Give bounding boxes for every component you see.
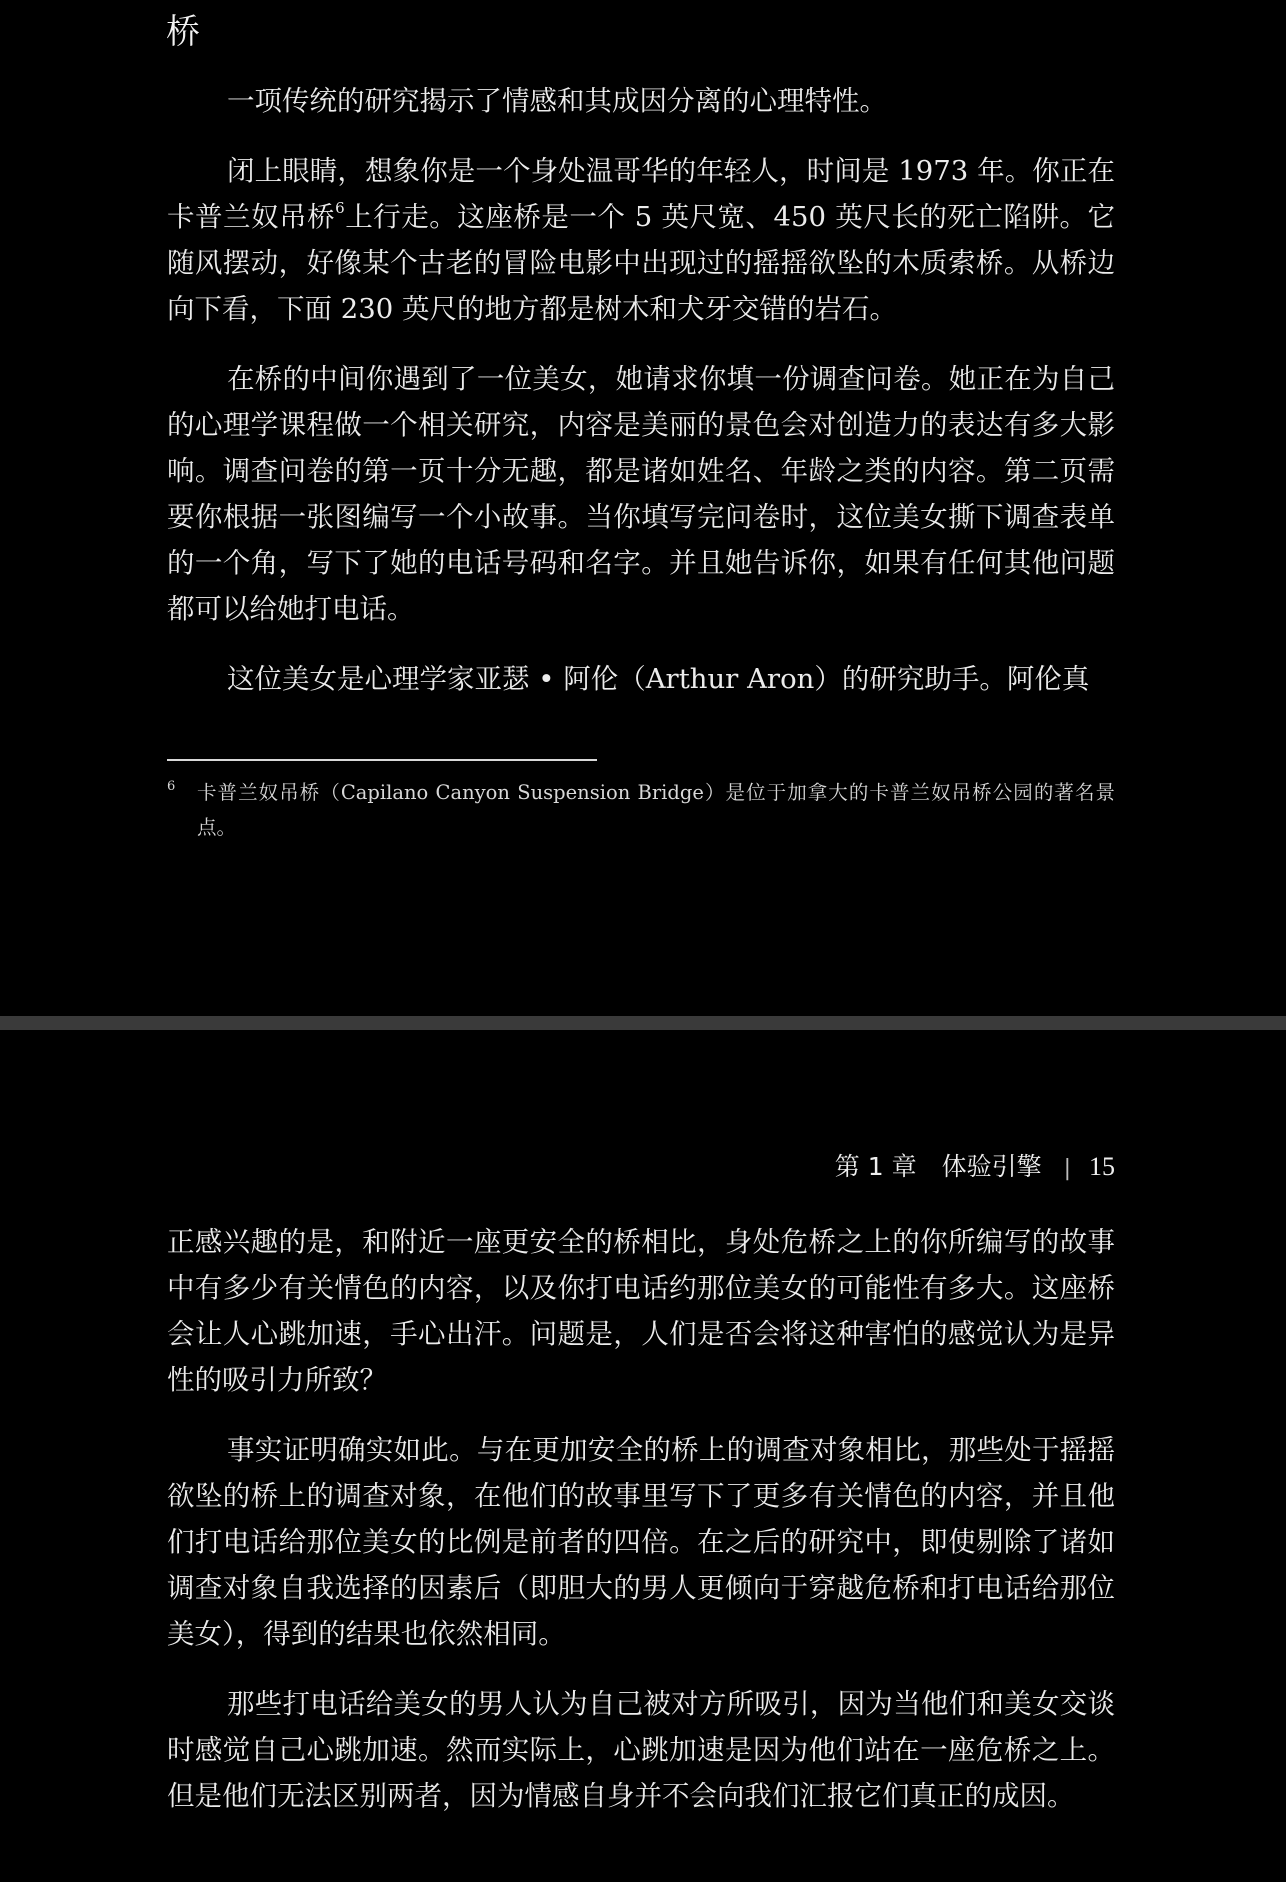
footnote-marker: 6 (167, 779, 176, 794)
top-page-body (167, 78, 1115, 702)
footnote (167, 775, 1115, 845)
running-header (835, 1147, 1115, 1189)
bottom-page-body (167, 1219, 1115, 1819)
paragraph-7: 那些打电话给美女的男人认为自己被对方所吸引，因为当他们和美女交谈时感觉自己心跳加速。然而实际上，心跳加速是因为他们站在一座危桥之上。但是他们无法区别两者，因为情感自身并不会向我们汇报它们真正的成因。 (167, 1688, 1115, 1812)
section-heading: 桥 (166, 12, 200, 52)
paragraph-3: 在桥的中间你遇到了一位美女，她请求你填一份调查问卷。她正在为自己的心理学课程做一个相关研究，内容是美丽的景色会对创造力的表达有多大影响。调查问卷的第一页十分无趣，都是诸如姓名、年龄之类的内容。第二页需要你根据一张图编写一个小故事。当你填写完问卷时，这位美女撕下调查表单的一个角，写下了她的电话号码和名字。并且她告诉你，如果有任何其他问题都可以给她打电话。 (167, 363, 1115, 625)
footnote-reference[interactable]: 6 (335, 199, 345, 217)
page-number: 15 (1089, 1152, 1115, 1181)
paragraph-1: 一项传统的研究揭示了情感和其成因分离的心理特性。 (227, 85, 887, 117)
paragraph-6: 事实证明确实如此。与在更加安全的桥上的调查对象相比，那些处于摇摇欲坠的桥上的调查对象，在他们的故事里写下了更多有关情色的内容，并且他们打电话给那位美女的比例是前者的四倍。在之后的研究中，即使剔除了诸如调查对象自我选择的因素后（即胆大的男人更倾向于穿越危桥和打电话给那位美女），得到的结果也依然相同。 (167, 1434, 1115, 1650)
paragraph-2-text-a: 闭上眼睛，想象你是一个身处温哥华的年轻人，时间是 1973 年。你正在卡普兰奴吊桥 (167, 155, 1115, 233)
paragraph-2 (167, 148, 1115, 332)
paragraph-4: 这位美女是心理学家亚瑟 • 阿伦（Arthur Aron）的研究助手。阿伦真 (227, 663, 1090, 695)
header-separator: | (1063, 1156, 1071, 1181)
paragraph-5: 正感兴趣的是，和附近一座更安全的桥相比，身处危桥之上的你所编写的故事中有多少有关情色的内容，以及你打电话约那位美女的可能性有多大。这座桥会让人心跳加速，手心出汗。问题是，人们是否会将这种害怕的感觉认为是异性的吸引力所致？ (167, 1226, 1115, 1396)
page-separator (0, 1016, 1286, 1030)
footnote-divider (167, 759, 597, 761)
footnote-text: 卡普兰奴吊桥（Capilano Canyon Suspension Bridge）是位于加拿大的卡普兰奴吊桥公园的著名景点。 (197, 781, 1115, 839)
chapter-title: 第 1 章 体验引擎 (834, 1152, 1042, 1181)
paragraph-2-text-b: 上行走。这座桥是一个 5 英尺宽、450 英尺长的死亡陷阱。它随风摆动，好像某个古老的冒险电影中出现过的摇摇欲坠的木质索桥。从桥边向下看，下面 230 英尺的地方都是树木和犬牙交错的岩石。 (167, 201, 1115, 325)
